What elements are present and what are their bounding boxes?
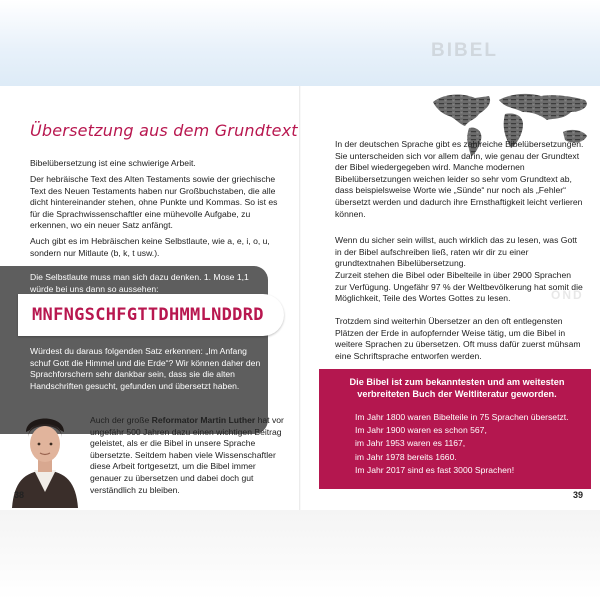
left-page [0, 86, 299, 510]
luther-name: Reformator Martin Luther [151, 415, 256, 425]
page-title: Übersetzung aus dem Grundtext [30, 121, 298, 140]
translators-paragraph: Trotzdem sind weiterhin Übersetzer an den oft entlegensten Plätzen der Erde in aufopfernder Weise tätig, um die Bibel in weitere Sprachen zu übersetzen. Oft muss dafür zuerst mühsam eine Schriftsprache entworfen werden. [335, 316, 581, 361]
facts-list [355, 411, 569, 477]
letters-paragraph: Der hebräische Text des Alten Testaments sowie der griechische Text des Neuen Testaments haben nur Großbuchstaben, die alle dicht hintereinander stehen, ohne Punkte und Kommas. So ist es für die Sprachwissenschaftler eine mühevolle Aufgabe, zu erkennen, wo ein neuer Satz anfängt. [30, 174, 278, 231]
facts-box [319, 369, 591, 489]
page-number-right: 39 [573, 490, 584, 500]
band-text-bottom: Würdest du daraus folgenden Satz erkennen: „Im Anfang schuf Gott die Himmel und die Erde“? Wir können daher den Sprachforschern sehr dankbar sein, dass sie die alten Handschriften gesucht, gefunden und übersetzt haben. [30, 346, 261, 391]
fact-item: Im Jahr 2017 sind es fast 3000 Sprachen! [355, 464, 515, 475]
fact-item: Im Jahr 1800 waren Bibelteile in 75 Sprachen übersetzt. [355, 412, 569, 422]
luther-prefix: Auch der große [90, 415, 152, 425]
band-text-top: Die Selbstlaute muss man sich dazu denken. 1. Mose 1,1 würde bei uns dann so aussehen: [30, 272, 249, 294]
advice-paragraph: Wenn du sicher sein willst, auch wirklich das zu lesen, was Gott in der Bibel aufschreiben ließ, raten wir dir zu einer grundtextnahen Bibelübersetzung. [335, 235, 578, 269]
languages-paragraph: Zurzeit stehen die Bibel oder Bibelteile in über 2900 Sprachen zur Verfügung. Ungefähr 97 % der Weltbevölkerung hat somit die Möglichkeit, Teile des Wortes Gottes zu lesen. [335, 270, 583, 304]
fact-item: Im Jahr 1900 waren es schon 567, [355, 425, 487, 436]
fact-item: im Jahr 1978 bereits 1660. [355, 451, 457, 462]
translations-paragraph: In der deutschen Sprache gibt es zahlreiche Bibelübersetzungen. Sie unterscheiden sich vor allem darin, wie genau der Grundtext der Bibel wiedergegeben wird. Manche modernen Bibelübersetzungen weichen leider so sehr vom Grundtext ab, dass beispielsweise Worte wie „Sünde“ nur noch als „Fehler“ übersetzt werden und dadurch ihre Ernsthaftigkeit leicht verlieren können. [335, 139, 584, 219]
bottom-shadow [0, 510, 600, 600]
luther-paragraph [90, 415, 286, 496]
consonant-code: MNFNGSCHFGTTDHMMLNDDRD [32, 305, 264, 325]
fact-item: im Jahr 1953 waren es 1167, [355, 438, 466, 449]
luther-rest: hat vor ungefähr 500 Jahren dazu einen wichtigen Beitrag geleistet, als er die Bibel in unsere Sprache übersetzte. Seitdem haben viele Wissenschaftler diese Arbeit fortgesetzt, um die Bibel immer genauer zu übersetzen und dabei doch gut verständlich zu bleiben. [90, 415, 284, 495]
facts-heading: Die Bibel ist zum bekanntesten und am weitesten verbreiteten Buch der Weltliteratur geworden. [349, 377, 565, 399]
vowels-paragraph: Auch gibt es im Hebräischen keine Selbstlaute, wie a, e, i, o, u, sondern nur Mitlaute (b, k, t usw.). [30, 236, 270, 258]
right-page [301, 40, 600, 510]
watermark-top: BIBEL [431, 40, 498, 61]
intro-paragraph: Bibelübersetzung ist eine schwierige Arbeit. [30, 158, 196, 168]
page-number-left: 38 [14, 490, 25, 500]
watermark-mid: OND [551, 288, 584, 302]
consonant-code-box [18, 294, 284, 336]
